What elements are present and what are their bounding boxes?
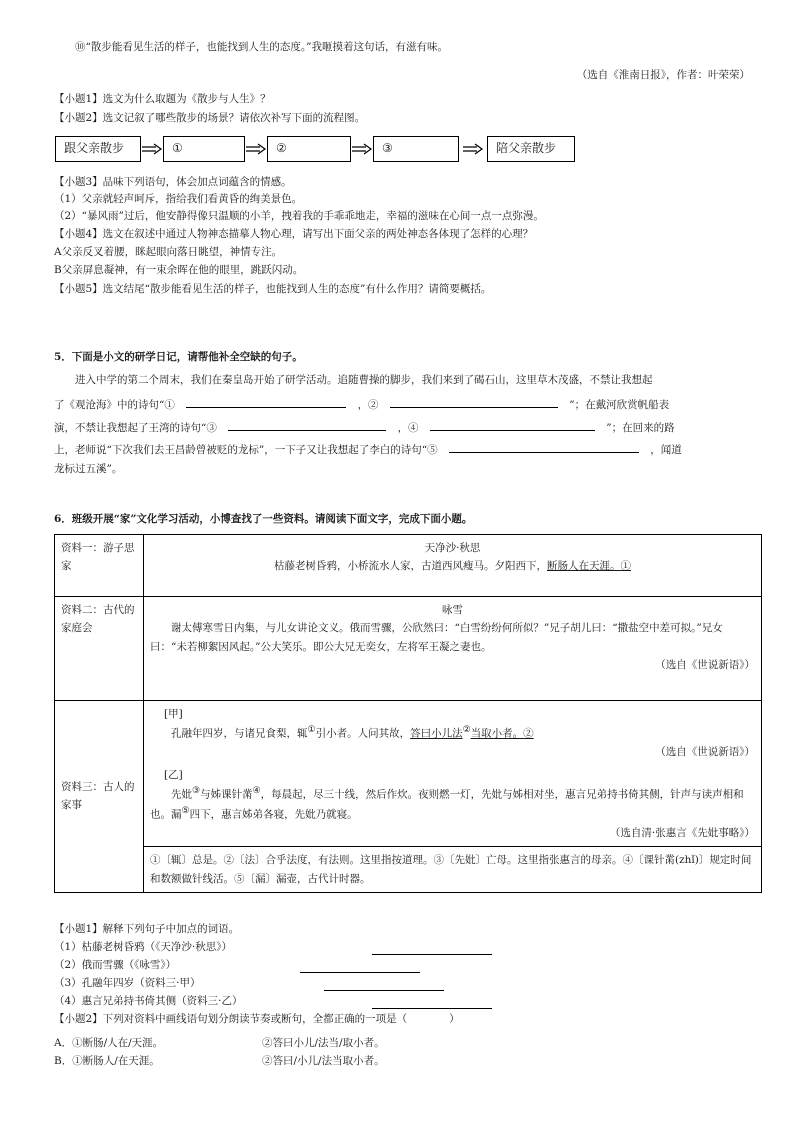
passage-jia-source: （选自《世说新语》） — [655, 746, 755, 759]
q5-line-5: 龙标过五溪”。 — [54, 463, 123, 475]
q4-subquestion-3: 【小题3】品味下列语句，体会加点词蕴含的情感。 — [54, 176, 292, 188]
passage-yi-source: （选自清·张惠言《先妣事略》） — [609, 826, 755, 839]
poem-underlined-line: 断肠人在天涯。① — [547, 560, 631, 573]
blank-4[interactable] — [430, 418, 595, 431]
flow-arrow-icon — [141, 142, 163, 156]
flowchart — [55, 136, 575, 162]
passage-yi-text-c: ，每晨起，尽三十线，然后作炊。夜则燃一灯，先妣与姊相对坐，惠言兄弟持书倚其侧，针声与读声相和也。漏 — [150, 788, 744, 821]
answer-line-3[interactable] — [324, 978, 444, 991]
source-note: （选自《淮南日报》，作者：叶荣荣） — [576, 69, 750, 81]
q4-subquestion-3-item-2: （2）“暴风雨”过后，他安静得像只温顺的小羊，拽着我的手乖乖地走，幸福的滋味在心间一点一点弥漫。 — [54, 210, 544, 222]
flow-box-blank-1[interactable]: ① — [163, 136, 245, 162]
q5-line-2-text-a: 了《观沧海》中的诗句“① — [54, 399, 175, 411]
q5-line-4-text-a: 上，老师说“下次我们去王昌龄曾被贬的龙标”，一下子又让我想起了李白的诗句“⑤ — [54, 444, 438, 456]
q4-subquestion-4: 【小题4】选文在叙述中通过人物神态描摹人物心理，请写出下面父亲的两处神态各体现了怎样的心理？ — [54, 228, 534, 240]
q5-line-4-text-b: ，闻道 — [650, 444, 682, 456]
footnote-marker: ① — [307, 725, 316, 736]
annotations: ①〔辄〕总是。②〔法〕合乎法度，有法则。这里指按道理。③〔先妣〕亡母。这里指张惠言的母亲。④〔课针黹(zhǐ)〕规定时间和数额做针线活。⑤〔漏〕漏壶，古代计时器。 — [144, 846, 761, 888]
table-row — [55, 597, 762, 701]
yongxue-source: （选自《世说新语》） — [655, 659, 755, 672]
flow-arrow-icon — [351, 142, 373, 156]
flow-arrow-icon — [459, 142, 487, 156]
table-row — [55, 701, 762, 893]
resource-2-content — [144, 597, 762, 701]
q5-line-2-text-c: ”；在戴河欣赏帆船表 — [569, 399, 670, 411]
blank-3[interactable] — [228, 418, 386, 431]
passage-jia-text-b: 引小者。人问其故， — [315, 727, 411, 740]
option-b-part-2[interactable]: ②答曰/小儿/法当取小者。 — [262, 1055, 385, 1067]
q6-heading: 6．班级开展“家”文化学习活动，小博查找了一些资料。请阅读下面文字，完成下面小题。 — [54, 513, 473, 525]
passage-yi-text-d: 四下，惠言姊弟各寝，先妣乃就寝。 — [189, 808, 358, 821]
passage-jia-body — [150, 723, 755, 743]
flow-arrow-icon — [245, 142, 267, 156]
resource-table — [54, 534, 762, 893]
passage-jia-underlined-a: 答曰小儿法 — [410, 727, 463, 740]
passage-jia-underlined-b: 当取小者。② — [470, 727, 534, 740]
resource-2-label: 资料二：古代的家庭会 — [55, 597, 144, 701]
footnote-marker: ③ — [192, 786, 201, 796]
blank-5[interactable] — [449, 440, 639, 453]
q5-line-3-text-a: 演，不禁让我想起了王湾的诗句“③ — [54, 422, 217, 434]
table-row — [55, 535, 762, 597]
paragraph-10: ⑩“散步能看见生活的样子，也能找到人生的态度。”我咂摸着这句话，有滋有味。 — [75, 41, 448, 53]
q6-subquestion-1-item-1: （1）枯藤老树昏鸦（《天净沙·秋思》） — [54, 941, 233, 953]
q5-line-2-text-b: ，② — [357, 399, 379, 411]
q4-subquestion-4-item-a: A父亲反叉着腰，眯起眼向落日眺望，神情专注。 — [54, 246, 283, 258]
yongxue-body: 谢太傅寒雪日内集，与儿女讲论文义。俄而雪骤，公欣然曰：“白雪纷纷何所似？”兄子胡儿曰：“撒盐空中差可拟。”兄女曰：“未若柳絮因风起。”公大笑乐。即公大兄无奕女，左将军王凝之妻也。 — [150, 622, 723, 653]
flow-box-blank-2[interactable]: ② — [267, 136, 351, 162]
q6-subquestion-1-item-3: （3）孔融年四岁（资料三·甲） — [54, 977, 201, 989]
passage-yi-text-a: 先妣 — [171, 788, 192, 801]
option-a-part-2[interactable]: ②答曰小儿/法当/取小者。 — [262, 1037, 385, 1049]
yongxue-title: 咏雪 — [442, 604, 463, 616]
resource-3-content — [144, 701, 762, 893]
resource-1-content — [144, 535, 762, 597]
q4-subquestion-2: 【小题2】选文记叙了哪些散步的场景？请依次补写下面的流程图。 — [54, 112, 366, 124]
answer-line-2[interactable] — [300, 960, 420, 973]
poem-body-text: 枯藤老树昏鸦，小桥流水人家，古道西风瘦马。夕阳西下， — [274, 560, 547, 573]
poem-body — [150, 557, 755, 575]
q4-subquestion-5: 【小题5】选文结尾“散步能看见生活的样子，也能找到人生的态度”有什么作用？请简要概括。 — [54, 283, 492, 295]
poem-title: 天净沙·秋思 — [424, 542, 481, 554]
q4-subquestion-1: 【小题1】选文为什么取题为《散步与人生》？ — [54, 93, 271, 105]
q6-subquestion-1: 【小题1】解释下列句子中加点的词语。 — [54, 923, 240, 935]
passage-yi-body — [150, 784, 755, 824]
answer-line-wrap — [372, 942, 492, 960]
flow-box-end: 陪父亲散步 — [487, 136, 575, 162]
footnote-marker: ② — [462, 725, 471, 736]
q5-line-3-text-b: ，④ — [397, 422, 419, 434]
q5-heading: 5．下面是小文的研学日记，请帮他补全空缺的句子。 — [54, 351, 303, 363]
blank-1[interactable] — [186, 395, 346, 408]
q6-subquestion-2: 【小题2】下列对资料中画线语句划分朗读节奏或断句，全都正确的一项是（ ） — [54, 1013, 460, 1025]
q6-subquestion-1-item-2: （2）俄而雪骤（《咏雪》） — [54, 959, 177, 971]
flow-box-start: 跟父亲散步 — [55, 136, 141, 162]
answer-line-1[interactable] — [372, 942, 492, 955]
footnote-marker: ⑤ — [181, 805, 190, 816]
q5-line-2 — [54, 395, 669, 413]
q6-subquestion-1-item-4: （4）惠言兄弟持书倚其侧（资料三·乙） — [54, 995, 243, 1007]
q5-line-4 — [54, 440, 682, 458]
q5-line-1: 进入中学的第二个周末，我们在秦皇岛开始了研学活动。追随曹操的脚步，我们来到了碣石山，这里草木茂盛，不禁让我想起 — [75, 374, 653, 386]
q4-subquestion-3-item-1: （1）父亲就轻声呵斥，指给我们看黄昏的绚美景色。 — [54, 193, 303, 205]
resource-3-label: 资料三：古人的家事 — [55, 701, 144, 893]
option-b-part-1[interactable]: B．①断肠人/在天涯。 — [54, 1055, 160, 1067]
q5-line-3 — [54, 418, 675, 436]
resource-1-label: 资料一：游子思家 — [55, 535, 144, 597]
flow-box-blank-3[interactable]: ③ — [373, 136, 459, 162]
answer-line-4[interactable] — [372, 996, 492, 1009]
passage-yi-marker: [乙] — [164, 768, 183, 781]
passage-jia-text-a: 孔融年四岁，与诸兄食梨，辄 — [171, 727, 308, 740]
footnote-marker: ④ — [252, 786, 261, 796]
answer-line-wrap — [324, 978, 444, 996]
option-a-part-1[interactable]: A．①断肠/人在/天涯。 — [54, 1037, 164, 1049]
answer-line-wrap — [300, 960, 420, 978]
q4-subquestion-4-item-b: B父亲屏息凝神，有一束余晖在他的眼里，跳跃闪动。 — [54, 264, 304, 276]
q5-line-3-text-c: ”；在回来的路 — [606, 422, 675, 434]
passage-jia-marker: [甲] — [164, 708, 183, 720]
blank-2[interactable] — [390, 395, 558, 408]
passage-yi-text-b: 与姊课针黹 — [200, 788, 253, 801]
